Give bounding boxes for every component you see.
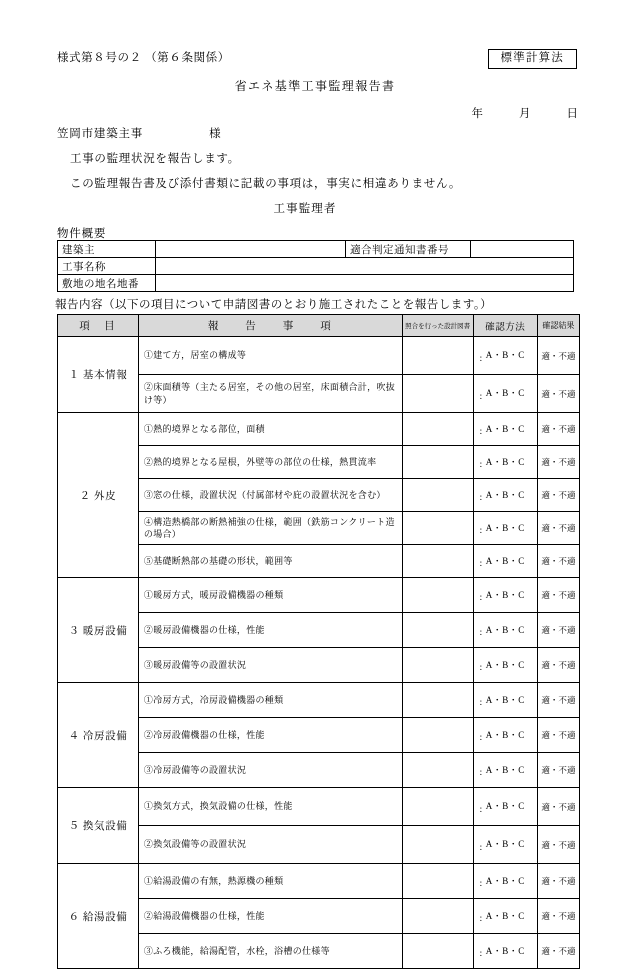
check-method-options: A・B・C <box>485 875 525 886</box>
report-item-cell: ③ふろ機能，給湯配管，水栓，浴槽の仕様等 <box>138 934 402 969</box>
check-method-cell[interactable] <box>473 753 537 788</box>
report-item-cell: ②冷房設備機器の仕様，性能 <box>138 718 402 753</box>
checked-drawings-cell[interactable] <box>402 375 473 413</box>
check-method-colon: : <box>479 803 483 814</box>
checked-drawings-cell[interactable] <box>402 512 473 545</box>
category-cell: １ 基本情報 <box>58 337 139 413</box>
checked-drawings-cell[interactable] <box>402 545 473 578</box>
report-item-cell: ③窓の仕様，設置状況（付属部材や庇の設置状況を含む） <box>138 479 402 512</box>
checked-drawings-cell[interactable] <box>402 413 473 446</box>
report-item-cell: ⑤基礎断熱部の基礎の形状，範囲等 <box>138 545 402 578</box>
table-row <box>58 578 580 613</box>
check-method-options: A・B・C <box>485 945 525 956</box>
check-result-cell[interactable]: 適・不適 <box>537 753 579 788</box>
check-result-cell[interactable]: 適・不適 <box>537 545 579 578</box>
table-row <box>58 241 574 258</box>
document-header <box>57 49 577 69</box>
check-method-options: A・B・C <box>485 388 525 399</box>
category-cell: ６ 給湯設備 <box>58 864 139 969</box>
check-method-options: A・B・C <box>485 764 525 775</box>
category-cell: ２ 外皮 <box>58 413 139 578</box>
check-method-colon: : <box>479 732 483 742</box>
check-method-options: A・B・C <box>485 624 525 635</box>
check-method-colon: : <box>479 767 483 777</box>
check-result-cell[interactable]: 適・不適 <box>537 648 579 683</box>
check-result-cell[interactable]: 適・不適 <box>537 788 579 826</box>
checked-drawings-cell[interactable] <box>402 337 473 375</box>
report-table-header-row <box>58 315 580 337</box>
conformity-notice-number-value[interactable] <box>471 241 574 258</box>
column-header-report-matter: 報 告 事 項 <box>138 315 402 337</box>
checked-drawings-cell[interactable] <box>402 479 473 512</box>
check-method-options: A・B・C <box>485 910 525 921</box>
check-result-cell[interactable]: 適・不適 <box>537 864 579 899</box>
check-method-cell[interactable] <box>473 613 537 648</box>
check-result-cell[interactable]: 適・不適 <box>537 899 579 934</box>
category-cell: ５ 換気設備 <box>58 788 139 864</box>
table-row <box>58 337 580 375</box>
column-header-checked-drawings: 照合を行った設計図書 <box>402 315 473 337</box>
report-item-cell: ②床面積等（主たる居室，その他の居室，床面積合計，吹抜け等） <box>138 375 402 413</box>
check-method-cell[interactable] <box>473 578 537 613</box>
check-method-options: A・B・C <box>485 423 525 434</box>
property-summary-table <box>57 240 574 292</box>
check-method-options: A・B・C <box>485 555 525 566</box>
table-row <box>58 788 580 826</box>
report-item-cell: ①熱的境界となる部位，面積 <box>138 413 402 446</box>
check-result-cell[interactable]: 適・不適 <box>537 512 579 545</box>
addressee-honorific: 様 <box>209 128 221 140</box>
check-method-cell[interactable] <box>473 788 537 826</box>
check-method-colon: : <box>479 390 483 401</box>
check-method-cell[interactable] <box>473 648 537 683</box>
checked-drawings-cell[interactable] <box>402 446 473 479</box>
check-result-cell[interactable]: 適・不適 <box>537 446 579 479</box>
checked-drawings-cell[interactable] <box>402 899 473 934</box>
check-method-colon: : <box>479 841 483 852</box>
report-item-cell: ①冷房方式，冷房設備機器の種類 <box>138 683 402 718</box>
check-method-cell[interactable] <box>473 683 537 718</box>
report-item-cell: ②換気設備等の設置状況 <box>138 826 402 864</box>
check-method-colon: : <box>479 352 483 363</box>
property-summary-label: 物件概要 <box>57 228 107 240</box>
check-method-options: A・B・C <box>485 839 525 850</box>
table-row <box>58 864 580 899</box>
category-cell: ４ 冷房設備 <box>58 683 139 788</box>
checked-drawings-cell[interactable] <box>402 934 473 969</box>
date-day-label: 日 <box>566 108 578 120</box>
checked-drawings-cell[interactable] <box>402 753 473 788</box>
report-item-cell: ①給湯設備の有無，熱源機の種類 <box>138 864 402 899</box>
construction-name-label: 工事名称 <box>58 258 156 275</box>
check-method-colon: : <box>479 662 483 672</box>
checked-drawings-cell[interactable] <box>402 648 473 683</box>
check-method-colon: : <box>479 525 483 535</box>
check-method-options: A・B・C <box>485 489 525 500</box>
checked-drawings-cell[interactable] <box>402 683 473 718</box>
report-item-cell: ③暖房設備等の設置状況 <box>138 648 402 683</box>
check-method-cell[interactable] <box>473 545 537 578</box>
check-method-options: A・B・C <box>485 589 525 600</box>
report-item-cell: ①建て方，居室の構成等 <box>138 337 402 375</box>
check-method-cell[interactable] <box>473 413 537 446</box>
check-result-cell[interactable]: 適・不適 <box>537 683 579 718</box>
date-month-label: 月 <box>519 108 531 120</box>
check-method-cell[interactable] <box>473 899 537 934</box>
check-method-cell[interactable] <box>473 826 537 864</box>
check-method-options: A・B・C <box>485 694 525 705</box>
supervisor-label: 工事監理者 <box>273 203 337 215</box>
check-method-cell[interactable] <box>473 337 537 375</box>
column-header-check-result: 確認結果 <box>537 315 579 337</box>
check-method-options: A・B・C <box>485 801 525 812</box>
checked-drawings-cell[interactable] <box>402 826 473 864</box>
check-method-cell[interactable] <box>473 375 537 413</box>
checked-drawings-cell[interactable] <box>402 718 473 753</box>
check-method-cell[interactable] <box>473 479 537 512</box>
check-method-colon: : <box>479 627 483 637</box>
report-item-cell: ③冷房設備等の設置状況 <box>138 753 402 788</box>
construction-name-value[interactable] <box>156 258 574 275</box>
addressee-name: 笠岡市建築主事 <box>57 128 144 140</box>
report-item-cell: ②給湯設備機器の仕様，性能 <box>138 899 402 934</box>
check-method-colon: : <box>479 878 483 888</box>
report-item-cell: ④構造熱橋部の断熱補強の仕様，範囲（鉄筋コンクリート造の場合） <box>138 512 402 545</box>
site-address-value[interactable] <box>156 275 574 292</box>
check-method-cell[interactable] <box>473 718 537 753</box>
table-row <box>58 413 580 446</box>
report-item-cell: ②熱的境界となる屋根，外壁等の部位の仕様，熱貫流率 <box>138 446 402 479</box>
check-method-colon: : <box>479 426 483 436</box>
check-method-options: A・B・C <box>485 659 525 670</box>
site-address-label: 敷地の地名地番 <box>58 275 156 292</box>
check-method-colon: : <box>479 948 483 958</box>
checked-drawings-cell[interactable] <box>402 613 473 648</box>
check-method-colon: : <box>479 697 483 707</box>
owner-value[interactable] <box>156 241 346 258</box>
check-method-options: A・B・C <box>485 456 525 467</box>
column-header-check-method: 確認方法 <box>473 315 537 337</box>
conformity-notice-number-label: 適合判定通知書番号 <box>346 241 471 258</box>
check-result-cell[interactable]: 適・不適 <box>537 413 579 446</box>
checked-drawings-cell[interactable] <box>402 788 473 826</box>
report-item-cell: ①暖房方式，暖房設備機器の種類 <box>138 578 402 613</box>
check-method-colon: : <box>479 913 483 923</box>
check-result-cell[interactable]: 適・不適 <box>537 934 579 969</box>
table-row <box>58 275 574 292</box>
page-title: 省エネ基準工事監理報告書 <box>234 79 396 93</box>
category-cell: ３ 暖房設備 <box>58 578 139 683</box>
report-item-cell: ②暖房設備機器の仕様，性能 <box>138 613 402 648</box>
check-result-cell[interactable]: 適・不適 <box>537 479 579 512</box>
check-result-cell[interactable]: 適・不適 <box>537 613 579 648</box>
check-method-options: A・B・C <box>485 350 525 361</box>
check-method-cell[interactable] <box>473 864 537 899</box>
intro-paragraph-2: この監理報告書及び添付書類に記載の事項は，事実に相違ありません。 <box>70 178 462 190</box>
check-result-cell[interactable]: 適・不適 <box>537 578 579 613</box>
owner-label: 建築主 <box>58 241 156 258</box>
checked-drawings-cell[interactable] <box>402 578 473 613</box>
form-number: 様式第８号の２ （第６条関係） <box>57 52 230 64</box>
report-item-cell: ①換気方式，換気設備の仕様，性能 <box>138 788 402 826</box>
check-result-cell[interactable]: 適・不適 <box>537 826 579 864</box>
check-method-colon: : <box>479 459 483 469</box>
date-year-label: 年 <box>471 108 483 120</box>
check-method-options: A・B・C <box>485 522 525 533</box>
check-method-cell[interactable] <box>473 446 537 479</box>
calculation-method-box: 標準計算法 <box>488 49 578 69</box>
check-result-cell[interactable]: 適・不適 <box>537 337 579 375</box>
check-method-cell[interactable] <box>473 512 537 545</box>
check-method-options: A・B・C <box>485 729 525 740</box>
checked-drawings-cell[interactable] <box>402 864 473 899</box>
check-method-colon: : <box>479 592 483 602</box>
check-result-cell[interactable]: 適・不適 <box>537 718 579 753</box>
addressee-line <box>57 125 221 141</box>
check-method-colon: : <box>479 492 483 502</box>
date-line <box>0 105 630 121</box>
report-table <box>57 314 580 969</box>
report-content-label: 報告内容（以下の項目について申請図書のとおり施工されたことを報告します。） <box>55 299 493 311</box>
intro-paragraph-1: 工事の監理状況を報告します。 <box>70 153 240 165</box>
column-header-item: 項 目 <box>58 315 139 337</box>
check-method-colon: : <box>479 558 483 568</box>
table-row <box>58 683 580 718</box>
check-result-cell[interactable]: 適・不適 <box>537 375 579 413</box>
table-row <box>58 258 574 275</box>
check-method-cell[interactable] <box>473 934 537 969</box>
